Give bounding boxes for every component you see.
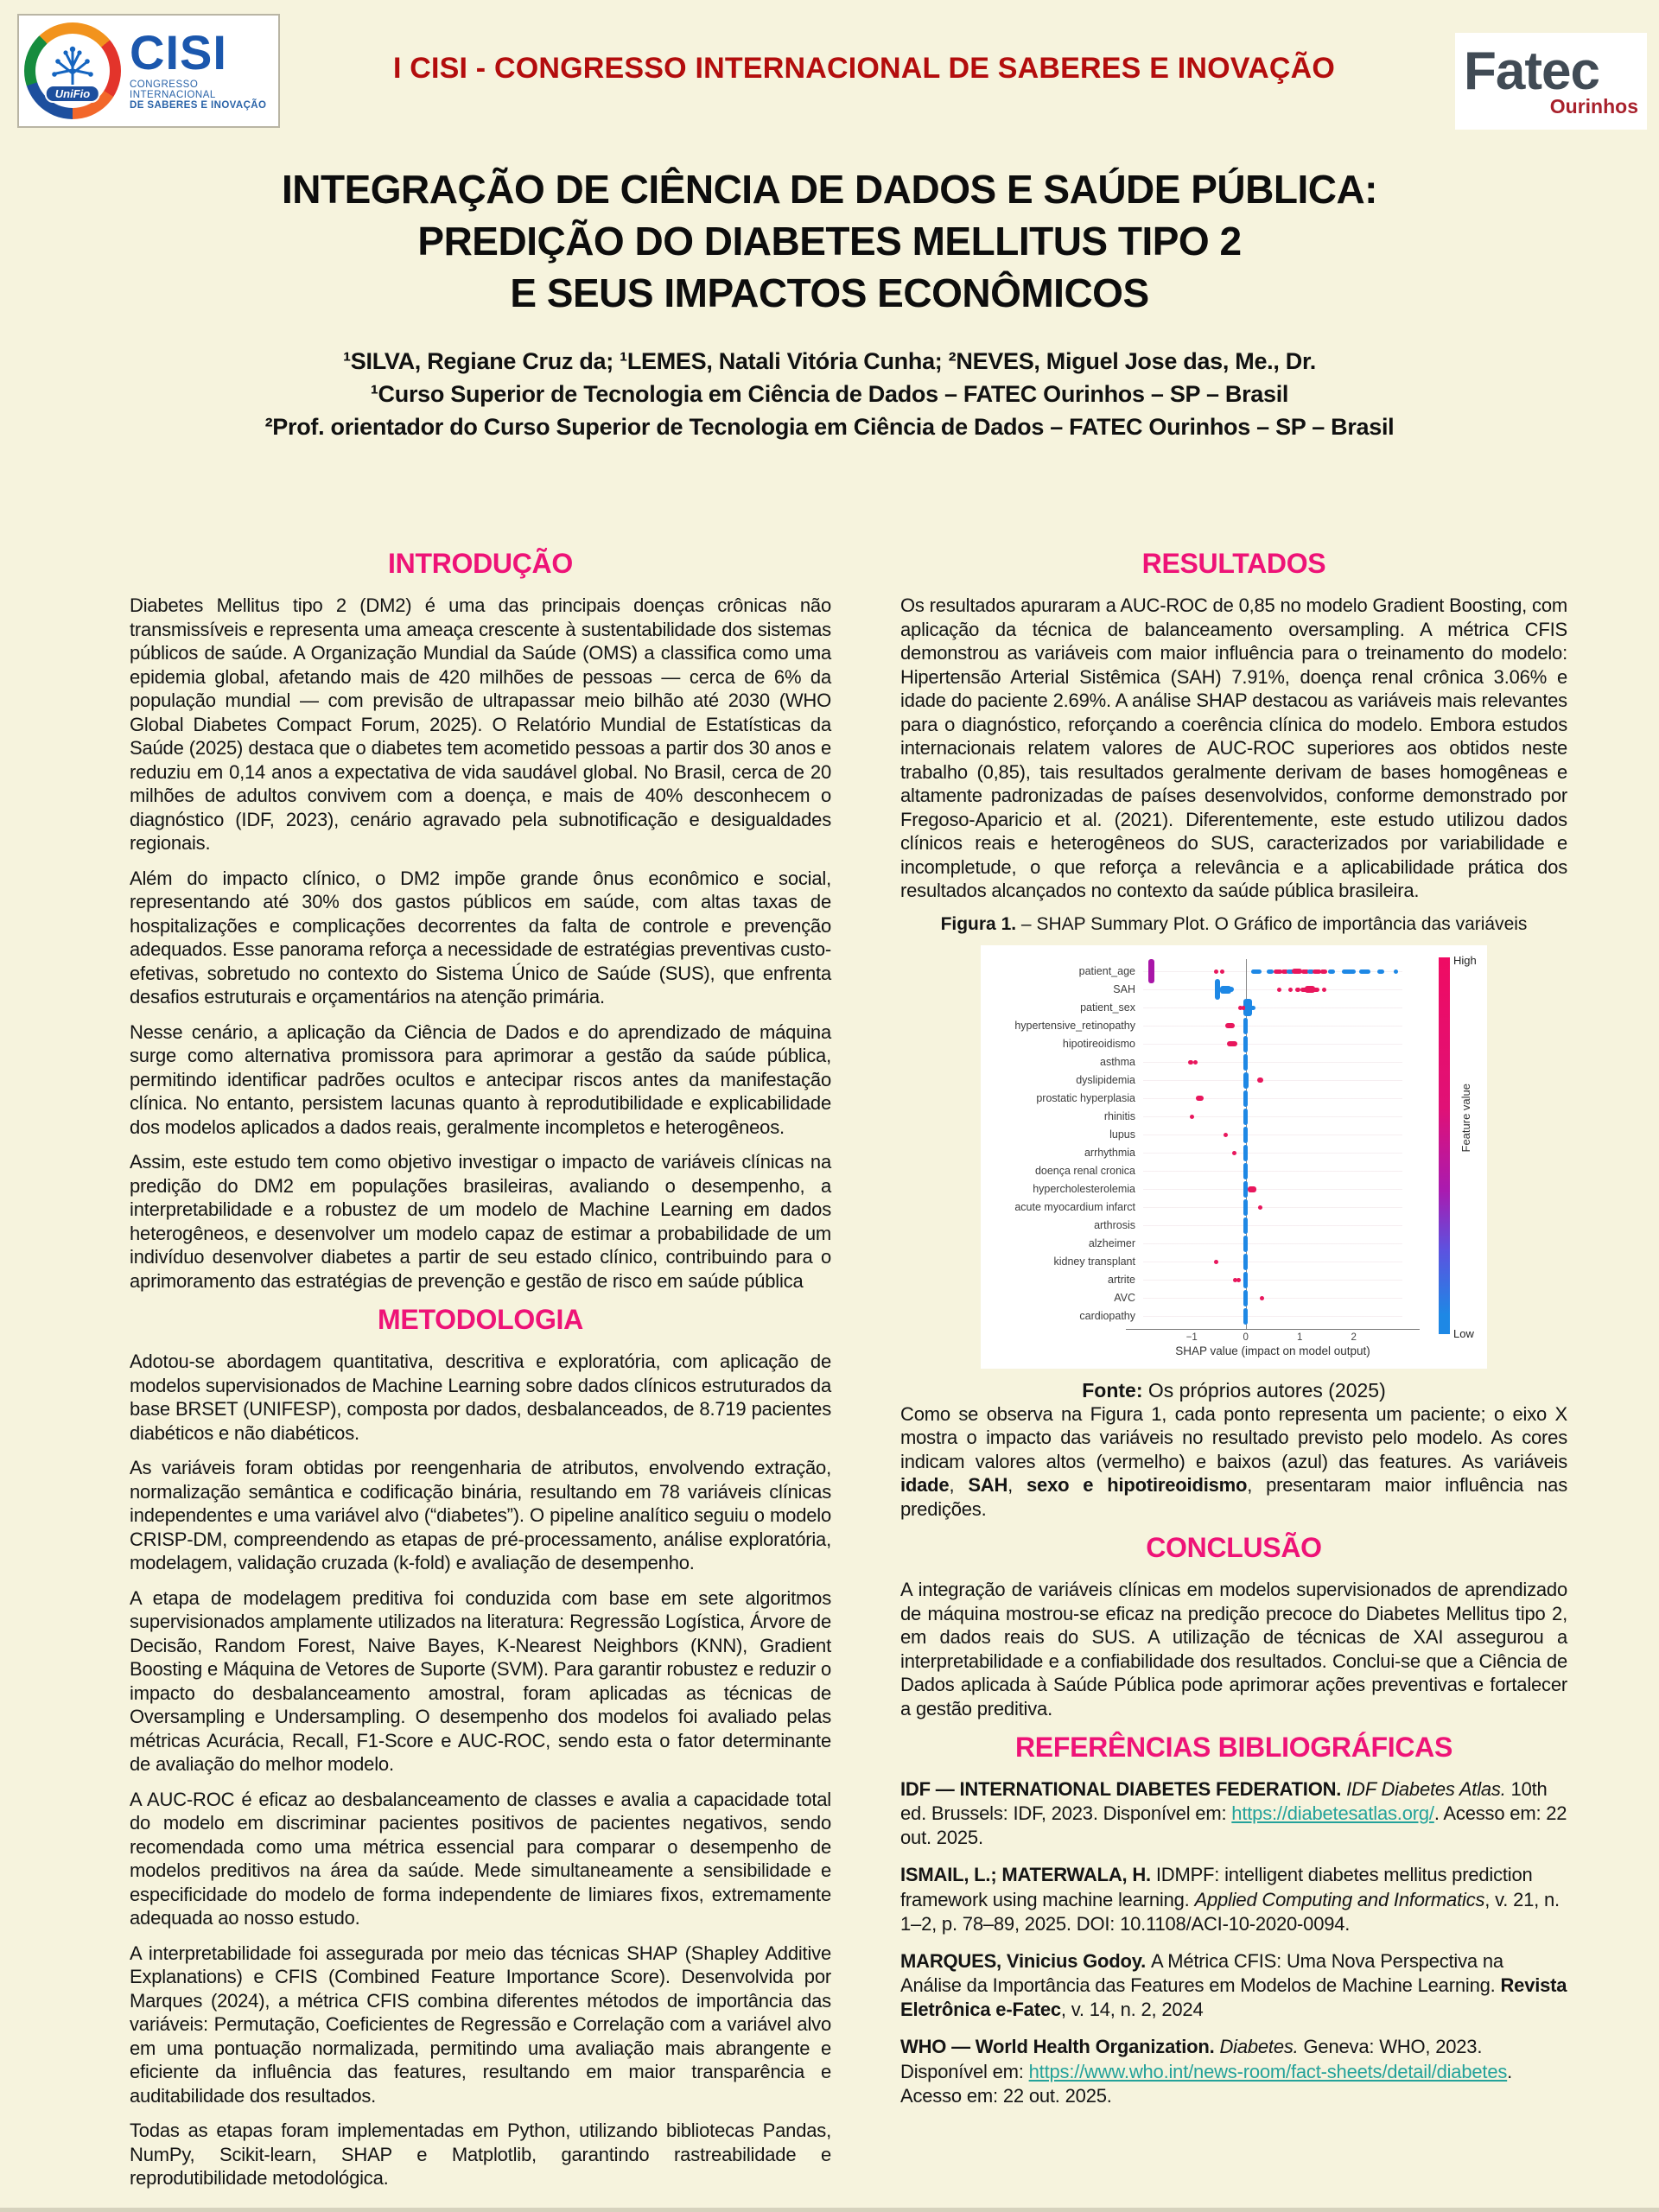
shap-point — [1243, 1163, 1248, 1179]
shap-feature-label: arrhythmia — [1084, 1146, 1135, 1159]
figure-source: Fonte: Os próprios autores (2025) — [1082, 1378, 1386, 1402]
shap-point — [1328, 969, 1335, 974]
page-bottom-edge — [0, 2208, 1659, 2212]
colorbar-low-label: Low — [1453, 1326, 1474, 1340]
shap-feature-label: hypercholesterolemia — [1033, 1182, 1135, 1195]
shap-point — [1322, 988, 1326, 992]
shap-summary-plot — [981, 945, 1487, 1369]
affiliation-line-2: ²Prof. orientador do Curso Superior de Tecnologia em Ciência de Dados – FATEC Ourinhos – SP – Brasil — [264, 413, 1395, 440]
cisi-ring-icon — [24, 22, 121, 119]
paragraph: A etapa de modelagem preditiva foi conduzida com base em sete algoritmos supervisionados amplamente utilizados na literatura: Regressão Logística, Árvore de Decisão, Random Forest, Naive Bayes, K-Nearest Neighbors (KNN), Gradient Boosting e Máquina de Vetores de Suporte (SVM). Para garantir robustez e reduzir o impacto do desbalanceamento amostral, foram aplicadas as técnicas de Oversampling e Undersampling. O desempenho dos modelos foi avaliado pelas métricas Acurácia, Recall, F1-Score e AUC-ROC, sendo esta o fator determinante de avaliação do melhor modelo. — [130, 1586, 831, 1775]
shap-point — [1243, 1254, 1248, 1270]
shap-feature-label: asthma — [1100, 1055, 1135, 1068]
x-axis — [1143, 1325, 1402, 1360]
shap-feature-label: prostatic hyperplasia — [1036, 1091, 1135, 1104]
x-tick-label: 2 — [1351, 1332, 1357, 1343]
x-tick-label: 0 — [1243, 1332, 1249, 1343]
shap-feature-label: hypertensive_retinopathy — [1014, 1019, 1135, 1032]
shap-point — [1277, 988, 1281, 992]
shap-feature-label: SAH — [1113, 982, 1135, 995]
shap-point — [1196, 1096, 1204, 1101]
cisi-tree-icon — [35, 34, 110, 108]
section-title-metodologia: METODOLOGIA — [378, 1304, 583, 1335]
shap-point — [1260, 1296, 1264, 1300]
x-tick-label: 1 — [1297, 1332, 1303, 1343]
shap-point — [1243, 1236, 1248, 1252]
section-title-resultados: RESULTADOS — [1141, 548, 1326, 579]
shap-feature-label: cardiopathy — [1079, 1309, 1135, 1322]
paragraph: Nesse cenário, a aplicação da Ciência de Dados e do aprendizado de máquina surge como alternativa promissora para aprimorar a gestão da saúde pública, permitindo identificar padrões ocultos e antecipar riscos antes da manifestação clínica. No entanto, persistem lacunas quanto à reprodutibilidade e explicabilidade dos modelos aplicados a dados reais, geralmente incompletos e heterogêneos. — [130, 1020, 831, 1138]
reference-item: WHO — World Health Organization. Diabetes. Geneva: WHO, 2023. Disponível em: https://www.who.int/news-room/fact-sheets/detail/diabetes. Acesso em: 22 out. 2025. — [900, 2036, 1513, 2107]
page-title — [0, 164, 1659, 319]
paragraph: As variáveis foram obtidas por reengenharia de atributos, envolvendo extração, normalização semântica e codificação binária, resultando em 78 variáveis clínicas independentes e uma variável alvo (“diabetes”). O pipeline analítico seguiu o modelo CRISP-DM, compreendendo as etapas de pré-processamento, análise exploratória, modelagem, validação cruzada (k-fold) e avaliação de desempenho. — [130, 1457, 831, 1573]
reference-link[interactable]: https://diabetesatlas.org/ — [1231, 1802, 1434, 1825]
section-title-conclusao: CONCLUSÃO — [1146, 1532, 1322, 1563]
metodologia-paragraphs — [130, 1350, 831, 2190]
shap-point — [1193, 1060, 1198, 1065]
paragraph: Assim, este estudo tem como objetivo investigar o impacto de variáveis clínicas na predição do DM2 em populações brasileiras, avaliando o desempenho, a interpretabilidade e a robustez de um modelo de Machine Learning em dados heterogêneos, e desenvolver um modelo capaz de estimar a probabilidade de um indivíduo desenvolver diabetes a partir de seu estado clínico, contribuindo para o aprimoramento das estratégias de prevenção e gestão de risco em saúde pública — [130, 1151, 831, 1292]
shap-point — [1188, 1060, 1193, 1065]
shap-point — [1267, 969, 1274, 974]
fatec-logo — [1455, 33, 1647, 130]
fatec-name: Fatec — [1464, 41, 1599, 101]
x-axis-label: SHAP value (impact on model output) — [1175, 1344, 1370, 1357]
shap-point — [1232, 1151, 1236, 1155]
right-column — [900, 548, 1567, 2121]
title-line-3: E SEUS IMPACTOS ECONÔMICOS — [510, 270, 1149, 315]
shap-point — [1243, 1272, 1248, 1288]
reference-item: MARQUES, Vinicius Godoy. A Métrica CFIS: Uma Nova Perspectiva na Análise da Importância das Features em Modelos de Machine Learning. Revista Eletrônica e-Fatec, v. 14, n. 2, 2024 — [900, 1949, 1567, 2021]
reference-item: IDF — INTERNATIONAL DIABETES FEDERATION. IDF Diabetes Atlas. 10th ed. Brussels: IDF, 2023. Disponível em: https://diabetesatlas.org/. Acesso em: 22 out. 2025. — [900, 1778, 1567, 1849]
shap-point — [1377, 969, 1384, 974]
paragraph: A integração de variáveis clínicas em modelos supervisionados de aprendizado de máquina mostrou-se eficaz na predição precoce do Diabetes Mellitus tipo 2, em dados reais do SUS. A utilização de técnicas de XAI assegurou a interpretabilidade e a confiabilidade dos resultados. Conclui-se que a Ciência de Dados aplicada à Saúde Pública pode aprimorar ações preventivas e fortalecer a gestão preditiva. — [900, 1579, 1567, 1719]
figure-discussion-paragraph: Como se observa na Figura 1, cada ponto representa um paciente; o eixo X mostra o impacto das variáveis no resultado previsto pelo modelo. As cores indicam valores altos (vermelho) e baixos (azul) das features. As variáveis idade, SAH, sexo e hipotireoidismo, presentaram maior influência nas predições. — [900, 1402, 1567, 1520]
shap-point — [1243, 1054, 1248, 1071]
shap-point — [1243, 1109, 1248, 1125]
shap-point — [1236, 1278, 1241, 1282]
shap-point — [1243, 1127, 1248, 1143]
shap-feature-label: doença renal cronica — [1034, 1164, 1135, 1177]
shap-point — [1190, 1115, 1194, 1119]
reference-link[interactable]: https://www.who.int/news-room/fact-sheets/detail/diabetes — [1028, 2060, 1508, 2082]
shap-point — [1342, 969, 1356, 974]
colorbar-axis-label: Feature value — [1459, 1083, 1472, 1152]
shap-feature-label: artrite — [1108, 1273, 1135, 1286]
paragraph: A interpretabilidade foi assegurada por meio das técnicas SHAP (Shapley Additive Explanations) e CFIS (Combined Feature Importance Score). Desenvolvida por Marques (2024), a métrica CFIS combina diferentes métodos de importância das variáveis: Permutação, Coeficientes de Regressão e Correlação com a variável alvo em uma pontuação normalizada, permitindo uma avaliação mais abrangente e eficiente da influência das features, resultando em maior transparência e auditabilidade dos resultados. — [130, 1942, 831, 2107]
shap-labels — [989, 963, 1143, 1325]
shap-point — [1243, 1308, 1248, 1325]
shap-point — [1243, 1217, 1248, 1234]
shap-point — [1313, 988, 1319, 992]
shap-point — [1220, 969, 1224, 974]
shap-feature-label: patient_sex — [1080, 1001, 1135, 1014]
shap-point — [1148, 959, 1154, 983]
shap-feature-label: alzheimer — [1088, 1236, 1135, 1249]
shap-point — [1251, 969, 1262, 974]
cisi-subtitle-2: DE SABERES E INOVAÇÃO — [130, 100, 267, 111]
shap-feature-label: arthrosis — [1094, 1218, 1135, 1231]
resultados-paragraphs — [900, 594, 1567, 903]
paragraph: Todas as etapas foram implementadas em Python, utilizando bibliotecas Pandas, NumPy, Scikit-learn, SHAP e Matplotlib, garantindo rastreabilidade e reprodutibilidade metodológica. — [130, 2120, 831, 2189]
shap-point — [1229, 987, 1234, 992]
shap-feature-label: acute myocardium infarct — [1014, 1200, 1135, 1213]
paragraph: Além do impacto clínico, o DM2 impõe grande ônus econômico e social, representando até 30% dos gastos públicos em saúde, com altas taxas de hospitalizações e complicações decorrentes da falta de controle e prevenção adequados. Esse panorama reforça a necessidade de estratégias preventivas custo-efetivas, sobretudo no contexto do Sistema Único de Saúde (SUS), que enfrenta desafios estruturais e orçamentários na atenção primária. — [130, 867, 831, 1007]
shap-point — [1243, 1036, 1248, 1052]
shap-feature-label: hipotireoidismo — [1062, 1037, 1135, 1050]
shap-point — [1243, 1090, 1248, 1107]
shap-point — [1243, 1290, 1248, 1306]
shap-point — [1359, 969, 1370, 974]
shap-point — [1320, 969, 1327, 974]
authors-line: ¹SILVA, Regiane Cruz da; ¹LEMES, Natali Vitória Cunha; ²NEVES, Miguel Jose das, Me., Dr. — [343, 348, 1316, 374]
title-line-1: INTEGRAÇÃO DE CIÊNCIA DE DADOS E SAÚDE PÚBLICA: — [282, 167, 1377, 212]
paragraph: Os resultados apuraram a AUC-ROC de 0,85 no modelo Gradient Boosting, com aplicação da técnica de balanceamento oversampling. A métrica CFIS demonstrou as variáveis com maior influência para o treinamento do modelo: Hipertensão Arterial Sistêmica (SAH) 7.91%, doença renal crônica 3.06% e idade do paciente 2.69%. A análise SHAP destacou as variáveis mais relevantes para o diagnóstico, reforçando a coerência clínica do modelo. Embora estudos internacionais relatem valores de AUC-ROC superiores aos obtidos neste trabalho (0,85), tais resultados geralmente derivam de bases homogêneas e altamente padronizadas de países desenvolvidos, conforme demonstrado por Fregoso-Aparicio et al. (2021). Diferentemente, este estudo utilizou dados clínicos reais e heterogêneos do SUS, caracterizados por variabilidade e incompletude, o que reforça a relevância e a aplicabilidade prática dos resultados alcançados no contexto da saúde pública brasileira. — [900, 594, 1567, 901]
shap-point — [1257, 1077, 1263, 1083]
colorbar — [1439, 953, 1499, 1340]
shap-feature-label: dyslipidemia — [1076, 1073, 1135, 1086]
shap-point — [1214, 1260, 1218, 1264]
cisi-subtitle-1: CONGRESSO INTERNACIONAL — [130, 79, 216, 101]
cisi-logo — [17, 14, 280, 128]
shap-feature-label: kidney transplant — [1053, 1255, 1135, 1268]
shap-point — [1214, 969, 1218, 974]
paragraph: A AUC-ROC é eficaz ao desbalanceamento de classes e avalia a capacidade total do modelo em discriminar pacientes positivos de pacientes negativos, sendo recomendada como uma métrica essencial para comparar o desempenho de modelos preditivos na área da saúde. Mede simultaneamente a sensibilidade e especificidade do modelo de forma independente de limiares fixos, extremamente adequada ao nosso estudo. — [130, 1788, 831, 1929]
shap-feature-label: AVC — [1114, 1291, 1135, 1304]
shap-plot-area — [1143, 963, 1402, 1325]
left-column — [130, 548, 831, 2202]
figure-caption: Figura 1. – SHAP Summary Plot. O Gráfico de importância das variáveis — [940, 913, 1528, 934]
paragraph: Adotou-se abordagem quantitativa, descritiva e exploratória, com aplicação de modelos supervisionados de Machine Learning sobre dados clínicos estruturados da base BRSET (UNIFESP), composta por dados, desbalanceados, de 8.719 pacientes diabéticos e não diabéticos. — [130, 1351, 831, 1444]
title-line-2: PREDIÇÃO DO DIABETES MELLITUS TIPO 2 — [417, 218, 1242, 264]
shap-point — [1394, 969, 1398, 974]
fatec-city: Ourinhos — [1549, 95, 1638, 118]
shap-point — [1248, 1186, 1256, 1192]
x-tick-label: −1 — [1185, 1332, 1198, 1343]
shap-point — [1258, 1205, 1262, 1210]
unifio-banner: UniFio — [45, 85, 100, 103]
shap-point — [1224, 1133, 1228, 1137]
reference-item: ISMAIL, L.; MATERWALA, H. IDMPF: intelligent diabetes mellitus prediction framework using machine learning. Applied Computing and Informatics, v. 21, n. 1–2, p. 78–89, 2025. DOI: 10.1108/ACI-10-2020-0094. — [900, 1864, 1560, 1935]
introducao-paragraphs — [130, 594, 831, 1293]
colorbar-gradient — [1439, 957, 1450, 1334]
conclusao-paragraphs — [900, 1578, 1567, 1720]
shap-point — [1288, 988, 1293, 992]
shap-point — [1242, 1006, 1245, 1010]
shap-point — [1225, 1023, 1235, 1028]
shap-point — [1243, 1072, 1249, 1089]
affiliation-line-1: ¹Curso Superior de Tecnologia em Ciência de Dados – FATEC Ourinhos – SP – Brasil — [370, 380, 1289, 407]
section-title-referencias: REFERÊNCIAS BIBLIOGRÁFICAS — [1015, 1732, 1452, 1763]
cisi-acronym: CISI — [130, 24, 227, 79]
shap-point — [1243, 1199, 1248, 1216]
colorbar-high-label: High — [1453, 953, 1477, 967]
x-axis-line — [1126, 1329, 1420, 1330]
event-title: I CISI - CONGRESSO INTERNACIONAL DE SABERES E INOVAÇÃO — [392, 51, 1336, 85]
shap-feature-label: patient_age — [1078, 964, 1135, 977]
shap-feature-label: lupus — [1109, 1128, 1135, 1141]
paragraph: Diabetes Mellitus tipo 2 (DM2) é uma das principais doenças crônicas não transmissíveis e representa uma ameaça crescente à sustentabilidade dos sistemas públicos de saúde. A Organização Mundial da Saúde (OMS) a classifica como uma epidemia global, afetando mais de 420 milhões de pessoas — cerca de 6% da população mundial — com previsão de ultrapassar meio bilhão até 2030 (WHO Global Diabetes Compact Forum, 2025). O Relatório Mundial de Estatísticas da Saúde (2025) destaca que o diabetes tem acometido pessoas a partir dos 30 anos e reduziu em 0,14 anos a expectativa de vida saudável global. No Brasil, cerca de 20 milhões de adultos convivem com a doença, e mais de 40% desconhecem o diagnóstico (IDF, 2023), cenário agravado pela subnotificação e desigualdades regionais. — [130, 594, 831, 854]
shap-point — [1243, 1018, 1248, 1034]
authors-block — [0, 346, 1659, 443]
section-title-introducao: INTRODUÇÃO — [388, 548, 573, 579]
shap-feature-label: rhinitis — [1103, 1109, 1135, 1122]
shap-point — [1243, 1145, 1248, 1161]
shap-point — [1227, 1041, 1237, 1046]
shap-point — [1250, 1006, 1255, 1010]
references-list — [900, 1777, 1567, 2108]
